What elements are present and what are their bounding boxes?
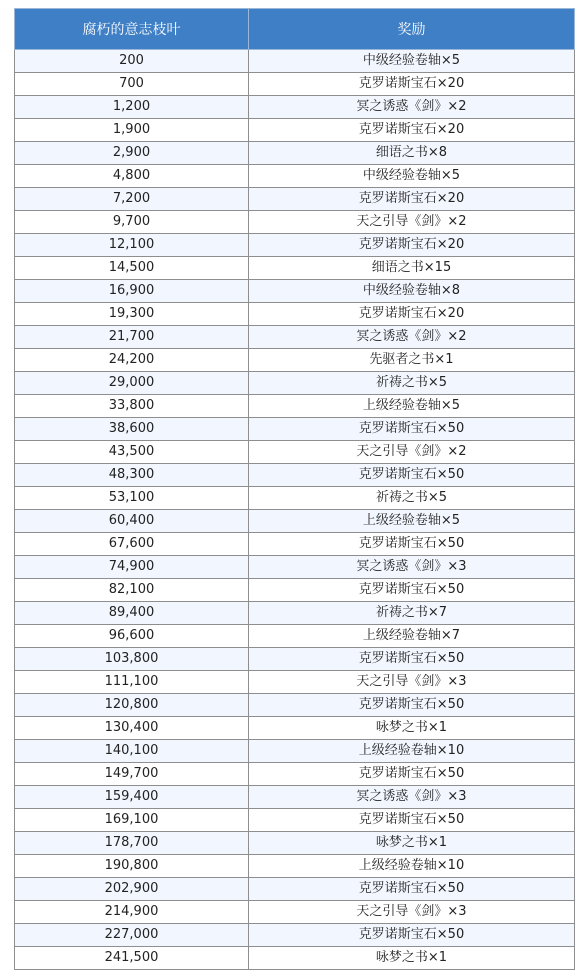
reward-cell: 冥之诱惑《剑》×3 (249, 556, 575, 579)
table-row (15, 901, 575, 924)
branches-required-cell: 60,400 (15, 510, 249, 533)
branches-required-cell: 74,900 (15, 556, 249, 579)
branches-required-cell: 19,300 (15, 303, 249, 326)
branches-required-cell: 48,300 (15, 464, 249, 487)
branches-required-cell: 1,200 (15, 96, 249, 119)
branches-required-cell: 700 (15, 73, 249, 96)
table-row (15, 625, 575, 648)
table-row (15, 257, 575, 280)
branches-required-cell: 53,100 (15, 487, 249, 510)
reward-cell: 细语之书×15 (249, 257, 575, 280)
table-row (15, 303, 575, 326)
reward-cell: 克罗诺斯宝石×20 (249, 73, 575, 96)
table-row (15, 809, 575, 832)
table-row (15, 671, 575, 694)
table-row (15, 924, 575, 947)
branches-required-cell: 241,500 (15, 947, 249, 970)
branches-required-cell: 130,400 (15, 717, 249, 740)
table-row (15, 280, 575, 303)
branches-required-cell: 38,600 (15, 418, 249, 441)
reward-cell: 克罗诺斯宝石×50 (249, 878, 575, 901)
reward-cell: 祈祷之书×5 (249, 372, 575, 395)
reward-cell: 天之引导《剑》×3 (249, 671, 575, 694)
reward-cell: 上级经验卷轴×10 (249, 740, 575, 763)
reward-cell: 克罗诺斯宝石×50 (249, 809, 575, 832)
table-row (15, 878, 575, 901)
reward-cell: 克罗诺斯宝石×20 (249, 234, 575, 257)
table-row (15, 119, 575, 142)
table-row (15, 694, 575, 717)
table-row (15, 165, 575, 188)
table-row (15, 349, 575, 372)
reward-cell: 上级经验卷轴×5 (249, 510, 575, 533)
table-row (15, 487, 575, 510)
table-row (15, 786, 575, 809)
reward-cell: 天之引导《剑》×2 (249, 211, 575, 234)
reward-cell: 上级经验卷轴×5 (249, 395, 575, 418)
reward-cell: 克罗诺斯宝石×50 (249, 924, 575, 947)
reward-cell: 克罗诺斯宝石×20 (249, 119, 575, 142)
branches-required-cell: 33,800 (15, 395, 249, 418)
reward-cell: 克罗诺斯宝石×50 (249, 648, 575, 671)
header-reward: 奖励 (249, 9, 575, 50)
table-row (15, 234, 575, 257)
branches-required-cell: 169,100 (15, 809, 249, 832)
table-row (15, 947, 575, 970)
table-row (15, 510, 575, 533)
table-row (15, 717, 575, 740)
reward-cell: 冥之诱惑《剑》×2 (249, 326, 575, 349)
table-row (15, 50, 575, 73)
branches-required-cell: 43,500 (15, 441, 249, 464)
table-row (15, 579, 575, 602)
branches-required-cell: 82,100 (15, 579, 249, 602)
reward-cell: 天之引导《剑》×2 (249, 441, 575, 464)
reward-cell: 上级经验卷轴×10 (249, 855, 575, 878)
branches-required-cell: 120,800 (15, 694, 249, 717)
table-row (15, 73, 575, 96)
reward-cell: 克罗诺斯宝石×20 (249, 303, 575, 326)
reward-cell: 祈祷之书×7 (249, 602, 575, 625)
table-row (15, 188, 575, 211)
branches-required-cell: 4,800 (15, 165, 249, 188)
branches-required-cell: 149,700 (15, 763, 249, 786)
table-row (15, 648, 575, 671)
table-row (15, 464, 575, 487)
reward-cell: 克罗诺斯宝石×20 (249, 188, 575, 211)
reward-cell: 细语之书×8 (249, 142, 575, 165)
header-row (15, 9, 575, 50)
reward-cell: 中级经验卷轴×8 (249, 280, 575, 303)
table-row (15, 142, 575, 165)
reward-cell: 咏梦之书×1 (249, 832, 575, 855)
table-row (15, 211, 575, 234)
reward-cell: 克罗诺斯宝石×50 (249, 418, 575, 441)
reward-cell: 冥之诱惑《剑》×2 (249, 96, 575, 119)
table-row (15, 832, 575, 855)
table-row (15, 556, 575, 579)
branches-required-cell: 140,100 (15, 740, 249, 763)
table-row (15, 763, 575, 786)
branches-required-cell: 16,900 (15, 280, 249, 303)
branches-required-cell: 159,400 (15, 786, 249, 809)
reward-table-container (14, 8, 574, 970)
branches-required-cell: 190,800 (15, 855, 249, 878)
reward-table (14, 8, 575, 970)
reward-cell: 克罗诺斯宝石×50 (249, 763, 575, 786)
table-header (15, 9, 575, 50)
branches-required-cell: 67,600 (15, 533, 249, 556)
branches-required-cell: 178,700 (15, 832, 249, 855)
reward-cell: 先驱者之书×1 (249, 349, 575, 372)
reward-cell: 咏梦之书×1 (249, 717, 575, 740)
reward-cell: 克罗诺斯宝石×50 (249, 464, 575, 487)
header-branches: 腐朽的意志枝叶 (15, 9, 249, 50)
branches-required-cell: 214,900 (15, 901, 249, 924)
branches-required-cell: 14,500 (15, 257, 249, 280)
reward-cell: 克罗诺斯宝石×50 (249, 533, 575, 556)
table-row (15, 418, 575, 441)
branches-required-cell: 21,700 (15, 326, 249, 349)
table-row (15, 533, 575, 556)
reward-cell: 咏梦之书×1 (249, 947, 575, 970)
branches-required-cell: 1,900 (15, 119, 249, 142)
branches-required-cell: 29,000 (15, 372, 249, 395)
reward-cell: 中级经验卷轴×5 (249, 165, 575, 188)
branches-required-cell: 24,200 (15, 349, 249, 372)
table-row (15, 395, 575, 418)
branches-required-cell: 103,800 (15, 648, 249, 671)
branches-required-cell: 2,900 (15, 142, 249, 165)
reward-cell: 克罗诺斯宝石×50 (249, 579, 575, 602)
table-row (15, 326, 575, 349)
reward-cell: 天之引导《剑》×3 (249, 901, 575, 924)
branches-required-cell: 89,400 (15, 602, 249, 625)
branches-required-cell: 96,600 (15, 625, 249, 648)
reward-cell: 中级经验卷轴×5 (249, 50, 575, 73)
table-row (15, 96, 575, 119)
reward-cell: 冥之诱惑《剑》×3 (249, 786, 575, 809)
reward-cell: 祈祷之书×5 (249, 487, 575, 510)
branches-required-cell: 202,900 (15, 878, 249, 901)
reward-cell: 上级经验卷轴×7 (249, 625, 575, 648)
branches-required-cell: 9,700 (15, 211, 249, 234)
branches-required-cell: 12,100 (15, 234, 249, 257)
branches-required-cell: 111,100 (15, 671, 249, 694)
table-row (15, 855, 575, 878)
table-row (15, 740, 575, 763)
table-body (15, 50, 575, 970)
branches-required-cell: 227,000 (15, 924, 249, 947)
branches-required-cell: 200 (15, 50, 249, 73)
table-row (15, 602, 575, 625)
reward-cell: 克罗诺斯宝石×50 (249, 694, 575, 717)
table-row (15, 372, 575, 395)
table-row (15, 441, 575, 464)
branches-required-cell: 7,200 (15, 188, 249, 211)
